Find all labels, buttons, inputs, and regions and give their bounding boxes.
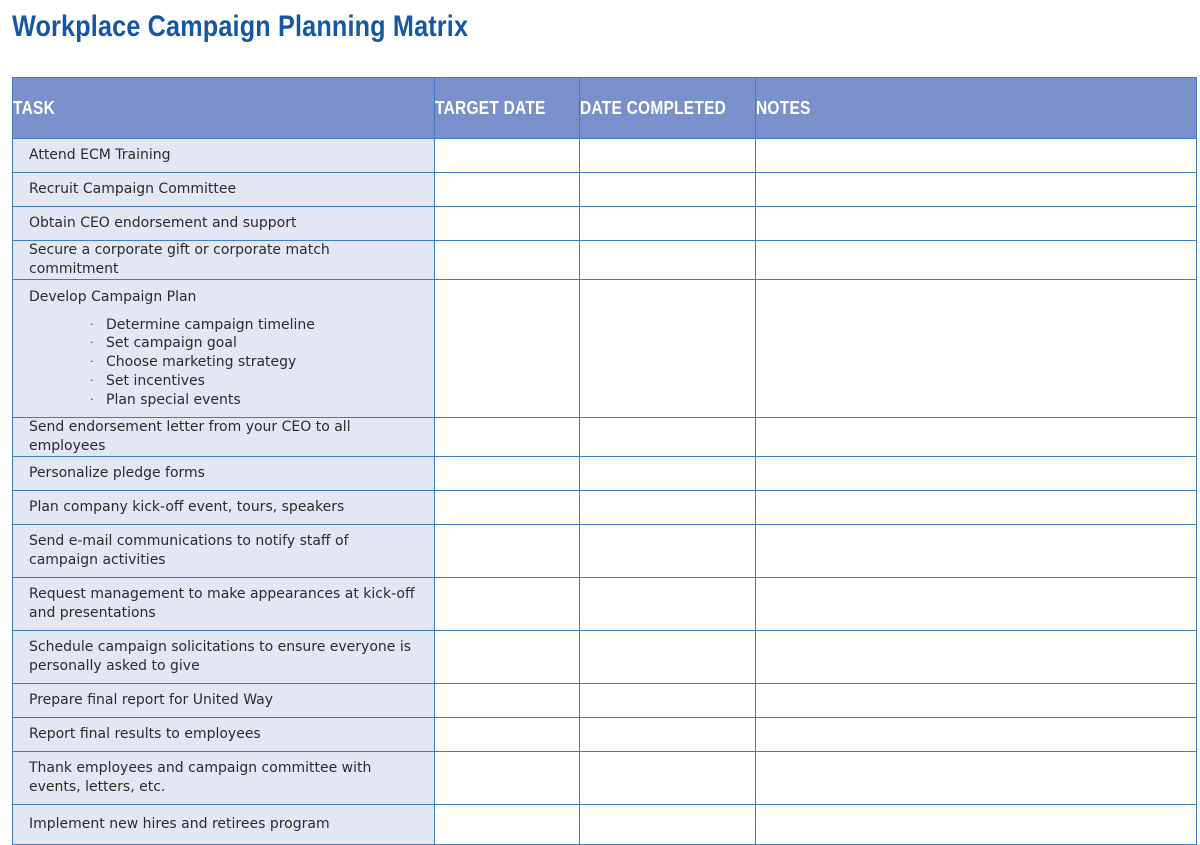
notes-cell[interactable]	[756, 207, 1197, 241]
target-date-cell[interactable]	[435, 139, 580, 173]
target-date-cell[interactable]	[435, 631, 580, 684]
bullet-icon: ·	[90, 355, 94, 369]
date-completed-cell[interactable]	[580, 173, 756, 207]
task-cell: Send endorsement letter from your CEO to all employees	[13, 418, 435, 457]
target-date-cell[interactable]	[435, 718, 580, 752]
table-row	[13, 578, 1197, 631]
subtask-item: · Determine campaign timeline	[90, 316, 315, 333]
subtask-item: · Plan special events	[90, 391, 241, 408]
table-row	[13, 718, 1197, 752]
date-completed-cell[interactable]	[580, 491, 756, 525]
subtask-item: · Set incentives	[90, 372, 205, 389]
table-row	[13, 207, 1197, 241]
task-cell: Secure a corporate gift or corporate match commitment	[13, 241, 435, 280]
bullet-icon: ·	[90, 336, 94, 350]
date-completed-cell[interactable]	[580, 805, 756, 845]
date-completed-cell[interactable]	[580, 457, 756, 491]
date-completed-cell[interactable]	[580, 684, 756, 718]
date-completed-cell[interactable]	[580, 752, 756, 805]
target-date-cell[interactable]	[435, 457, 580, 491]
target-date-cell[interactable]	[435, 173, 580, 207]
target-date-cell[interactable]	[435, 207, 580, 241]
table-header	[13, 78, 1197, 139]
table-row	[13, 631, 1197, 684]
target-date-cell[interactable]	[435, 578, 580, 631]
planning-matrix-table	[12, 77, 1197, 845]
table-row	[13, 173, 1197, 207]
task-cell: Recruit Campaign Committee	[13, 173, 435, 207]
notes-cell[interactable]	[756, 631, 1197, 684]
task-cell: Report final results to employees	[13, 718, 435, 752]
page-title: Workplace Campaign Planning Matrix	[12, 10, 469, 43]
notes-cell[interactable]	[756, 578, 1197, 631]
table-row	[13, 457, 1197, 491]
task-cell: Personalize pledge forms	[13, 457, 435, 491]
table-row	[13, 280, 1197, 418]
bullet-icon: ·	[90, 317, 94, 331]
target-date-cell[interactable]	[435, 752, 580, 805]
notes-cell[interactable]	[756, 457, 1197, 491]
date-completed-cell[interactable]	[580, 280, 756, 418]
bullet-icon: ·	[90, 373, 94, 387]
date-completed-cell[interactable]	[580, 139, 756, 173]
header-date-completed: DATE COMPLETED	[580, 78, 756, 139]
notes-cell[interactable]	[756, 139, 1197, 173]
header-notes: NOTES	[756, 78, 1197, 139]
notes-cell[interactable]	[756, 173, 1197, 207]
notes-cell[interactable]	[756, 418, 1197, 457]
notes-cell[interactable]	[756, 718, 1197, 752]
target-date-cell[interactable]	[435, 684, 580, 718]
table-row	[13, 684, 1197, 718]
date-completed-cell[interactable]	[580, 631, 756, 684]
task-cell: Thank employees and campaign committee with events, letters, etc.	[13, 752, 435, 805]
task-cell: Implement new hires and retirees program	[13, 805, 435, 845]
table-row	[13, 491, 1197, 525]
notes-cell[interactable]	[756, 752, 1197, 805]
date-completed-cell[interactable]	[580, 418, 756, 457]
target-date-cell[interactable]	[435, 418, 580, 457]
table-row	[13, 139, 1197, 173]
notes-cell[interactable]	[756, 491, 1197, 525]
notes-cell[interactable]	[756, 280, 1197, 418]
target-date-cell[interactable]	[435, 280, 580, 418]
header-row	[13, 78, 1197, 139]
bullet-icon: ·	[90, 392, 94, 406]
notes-cell[interactable]	[756, 684, 1197, 718]
subtask-item: · Choose marketing strategy	[90, 354, 297, 371]
task-cell: Attend ECM Training	[13, 139, 435, 173]
task-cell: Send e-mail communications to notify staff of campaign activities	[13, 525, 435, 578]
task-cell: Plan company kick-off event, tours, speakers	[13, 491, 435, 525]
header-target-date: TARGET DATE	[435, 78, 580, 139]
target-date-cell[interactable]	[435, 805, 580, 845]
date-completed-cell[interactable]	[580, 207, 756, 241]
header-task: TASK	[13, 78, 435, 139]
task-label: Develop Campaign Plan	[29, 288, 197, 305]
date-completed-cell[interactable]	[580, 241, 756, 280]
table-body	[13, 139, 1197, 845]
target-date-cell[interactable]	[435, 241, 580, 280]
task-cell: Request management to make appearances at kick-off and presentations	[13, 578, 435, 631]
subtask-item: · Set campaign goal	[90, 335, 237, 352]
table-row	[13, 418, 1197, 457]
date-completed-cell[interactable]	[580, 525, 756, 578]
target-date-cell[interactable]	[435, 491, 580, 525]
date-completed-cell[interactable]	[580, 578, 756, 631]
task-cell: Prepare final report for United Way	[13, 684, 435, 718]
task-cell: Obtain CEO endorsement and support	[13, 207, 435, 241]
notes-cell[interactable]	[756, 805, 1197, 845]
table-row	[13, 805, 1197, 845]
table-row	[13, 525, 1197, 578]
table-row	[13, 241, 1197, 280]
notes-cell[interactable]	[756, 241, 1197, 280]
task-cell	[13, 280, 435, 418]
target-date-cell[interactable]	[435, 525, 580, 578]
subtask-list	[90, 316, 418, 410]
date-completed-cell[interactable]	[580, 718, 756, 752]
notes-cell[interactable]	[756, 525, 1197, 578]
task-cell: Schedule campaign solicitations to ensure everyone is personally asked to give	[13, 631, 435, 684]
table-row	[13, 752, 1197, 805]
